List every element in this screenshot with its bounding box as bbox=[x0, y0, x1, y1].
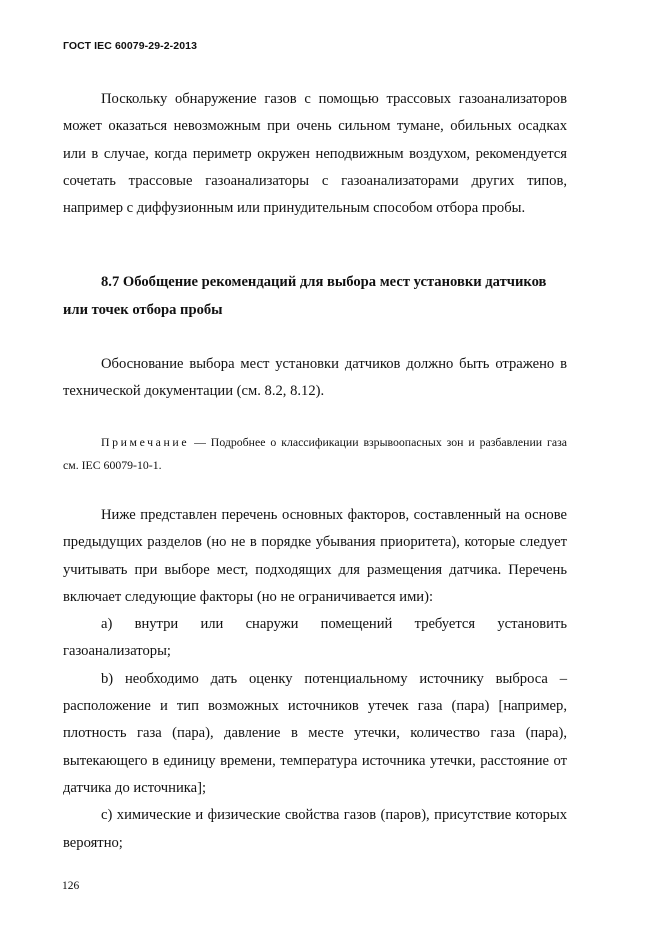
factors-intro: Ниже представлен перечень основных факторов, составленный на основе предыдущих разделов (но не в порядке убывания приоритета), которые следует учитывать при выборе мест, подходящих для размещения датчика. Перечень включает следующие факторы (но не ограничивается ими): bbox=[63, 507, 567, 605]
note-label: Примечание bbox=[101, 435, 190, 449]
list-item: b) необходимо дать оценку потенциальному источнику выброса – расположение и тип возможных источников утечек газа (пара) [например, плотность газа (пара), давление в месте утечки, количество газа (пара), вытекающего в единицу времени, температура источника утечки, расстояние от датчика до источника]; bbox=[63, 670, 567, 796]
intro-paragraph: Поскольку обнаружение газов с помощью трассовых газоанализаторов может оказаться невозможным при очень сильном тумане, обильных осадках или в случае, когда периметр окружен неподвижным воздухом, рекомендуется сочетать трассовые газоанализаторы с газоанализаторами других типов, например с диффузионным или принудительным способом отбора пробы. bbox=[63, 91, 567, 217]
note-block bbox=[63, 431, 567, 477]
intro-block bbox=[63, 86, 567, 222]
page-number: 126 bbox=[62, 880, 80, 892]
section-title: 8.7 Обобщение рекомендаций для выбора мест установки датчиков или точек отбора пробы bbox=[63, 274, 547, 318]
justification-paragraph: Обоснование выбора мест установки датчиков должно быть отражено в технической документации (см. 8.2, 8.12). bbox=[63, 356, 567, 400]
document-header: ГОСТ IEC 60079-29-2-2013 bbox=[63, 40, 198, 52]
justification-block bbox=[63, 351, 567, 406]
list-item: a) внутри или снаружи помещений требуется установить газоанализаторы; bbox=[63, 616, 567, 660]
note-paragraph bbox=[63, 431, 567, 477]
list-item: c) химические и физические свойства газов (паров), присутствие которых вероятно; bbox=[63, 807, 567, 851]
section-heading-block bbox=[63, 269, 567, 324]
note-text: — Подробнее о классификации взрывоопасных зон и разбавлении газа см. IEC 60079-10-1. bbox=[63, 435, 567, 472]
factors-block bbox=[63, 502, 567, 857]
